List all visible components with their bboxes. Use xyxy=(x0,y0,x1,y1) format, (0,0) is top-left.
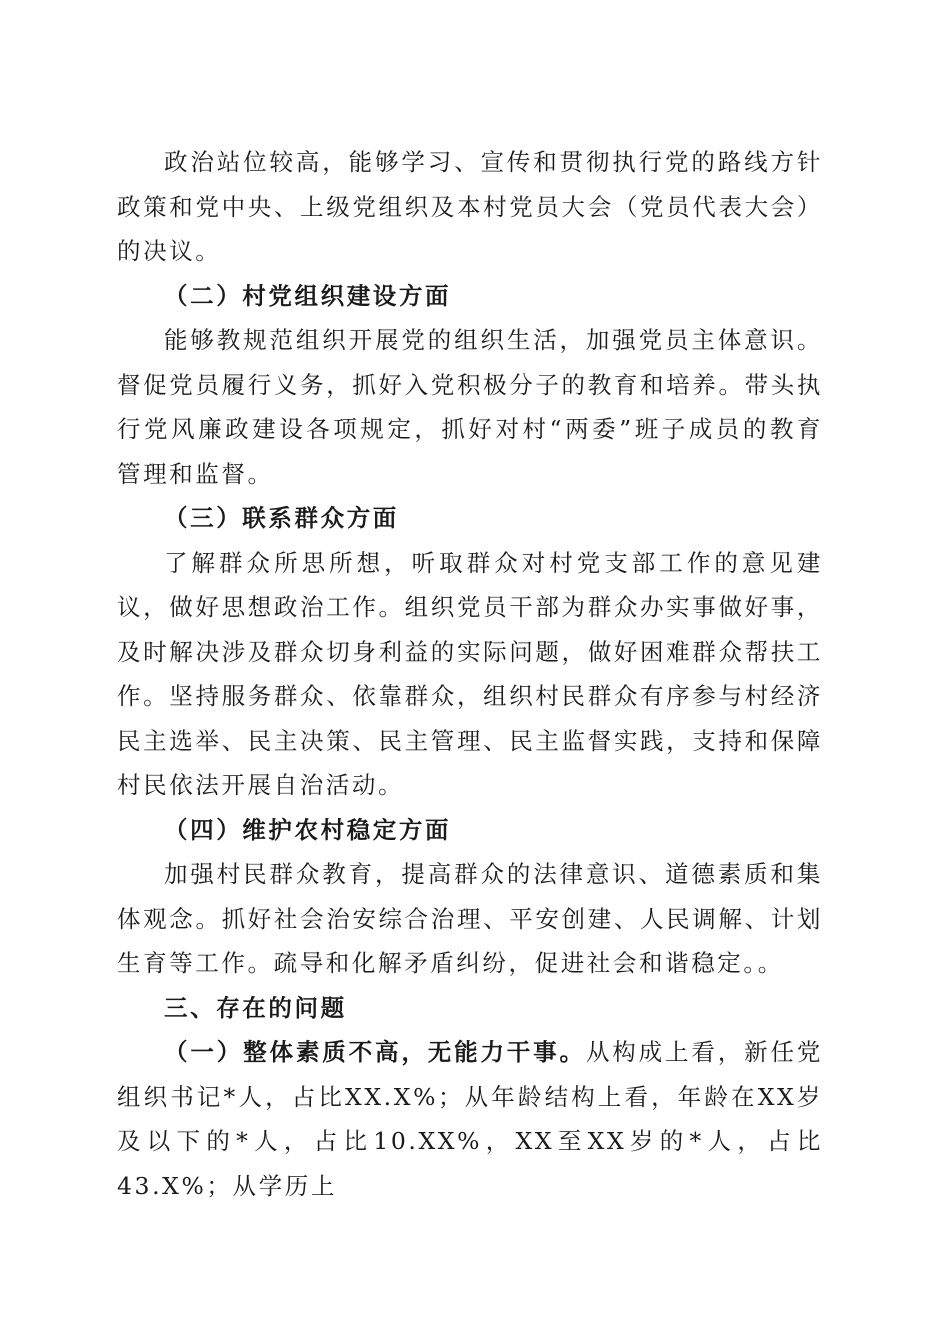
paragraph-rural-stability: 加强村民群众教育，提高群众的法律意识、道德素质和集体观念。抓好社会治安综合治理、平安创建、人民调解、计划生育等工作。疏导和化解矛盾纠纷，促进社会和谐稳定。。 xyxy=(117,860,823,977)
subheading-party-organization-building: （二）村党组织建设方面 xyxy=(164,281,452,310)
section-title-existing-problems: 三、存在的问题 xyxy=(164,993,347,1022)
paragraph-body-text: 从构成上看，新任党组织书记*人，占比XX.X%；从年龄结构上看，年龄在XX岁及以下的*人，占比10.XX%，XX至XX岁的*人，占比43.X%；从学历上 xyxy=(117,1038,823,1200)
subheading-rural-stability: （四）维护农村稳定方面 xyxy=(164,815,452,844)
document-body xyxy=(117,140,823,1208)
paragraph-contact-with-masses: 了解群众所思所想，听取群众对村党支部工作的意见建议，做好思想政治工作。组织党员干部为群众办实事做好事，及时解决涉及群众切身利益的实际问题，做好困难群众帮扶工作。坚持服务群众、依靠群众，组织村民群众有序参与村经济民主选举、民主决策、民主管理、民主监督实践，支持和保障村民依法开展自治活动。 xyxy=(117,548,823,799)
paragraph-overall-quality xyxy=(117,1030,823,1208)
subheading-contact-with-masses: （三）联系群众方面 xyxy=(164,504,399,532)
paragraph-lead-heading: （一）整体素质不高，无能力干事。 xyxy=(164,1038,586,1066)
paragraph-political-stance: 政治站位较高，能够学习、宣传和贯彻执行党的路线方针政策和党中央、上级党组织及本村党员大会（党员代表大会）的决议。 xyxy=(117,148,823,265)
paragraph-party-organization-building: 能够教规范组织开展党的组织生活，加强党员主体意识。督促党员履行义务，抓好入党积极分子的教育和培养。带头执行党风廉政建设各项规定，抓好对村“两委”班子成员的教育管理和监督。 xyxy=(117,326,823,488)
